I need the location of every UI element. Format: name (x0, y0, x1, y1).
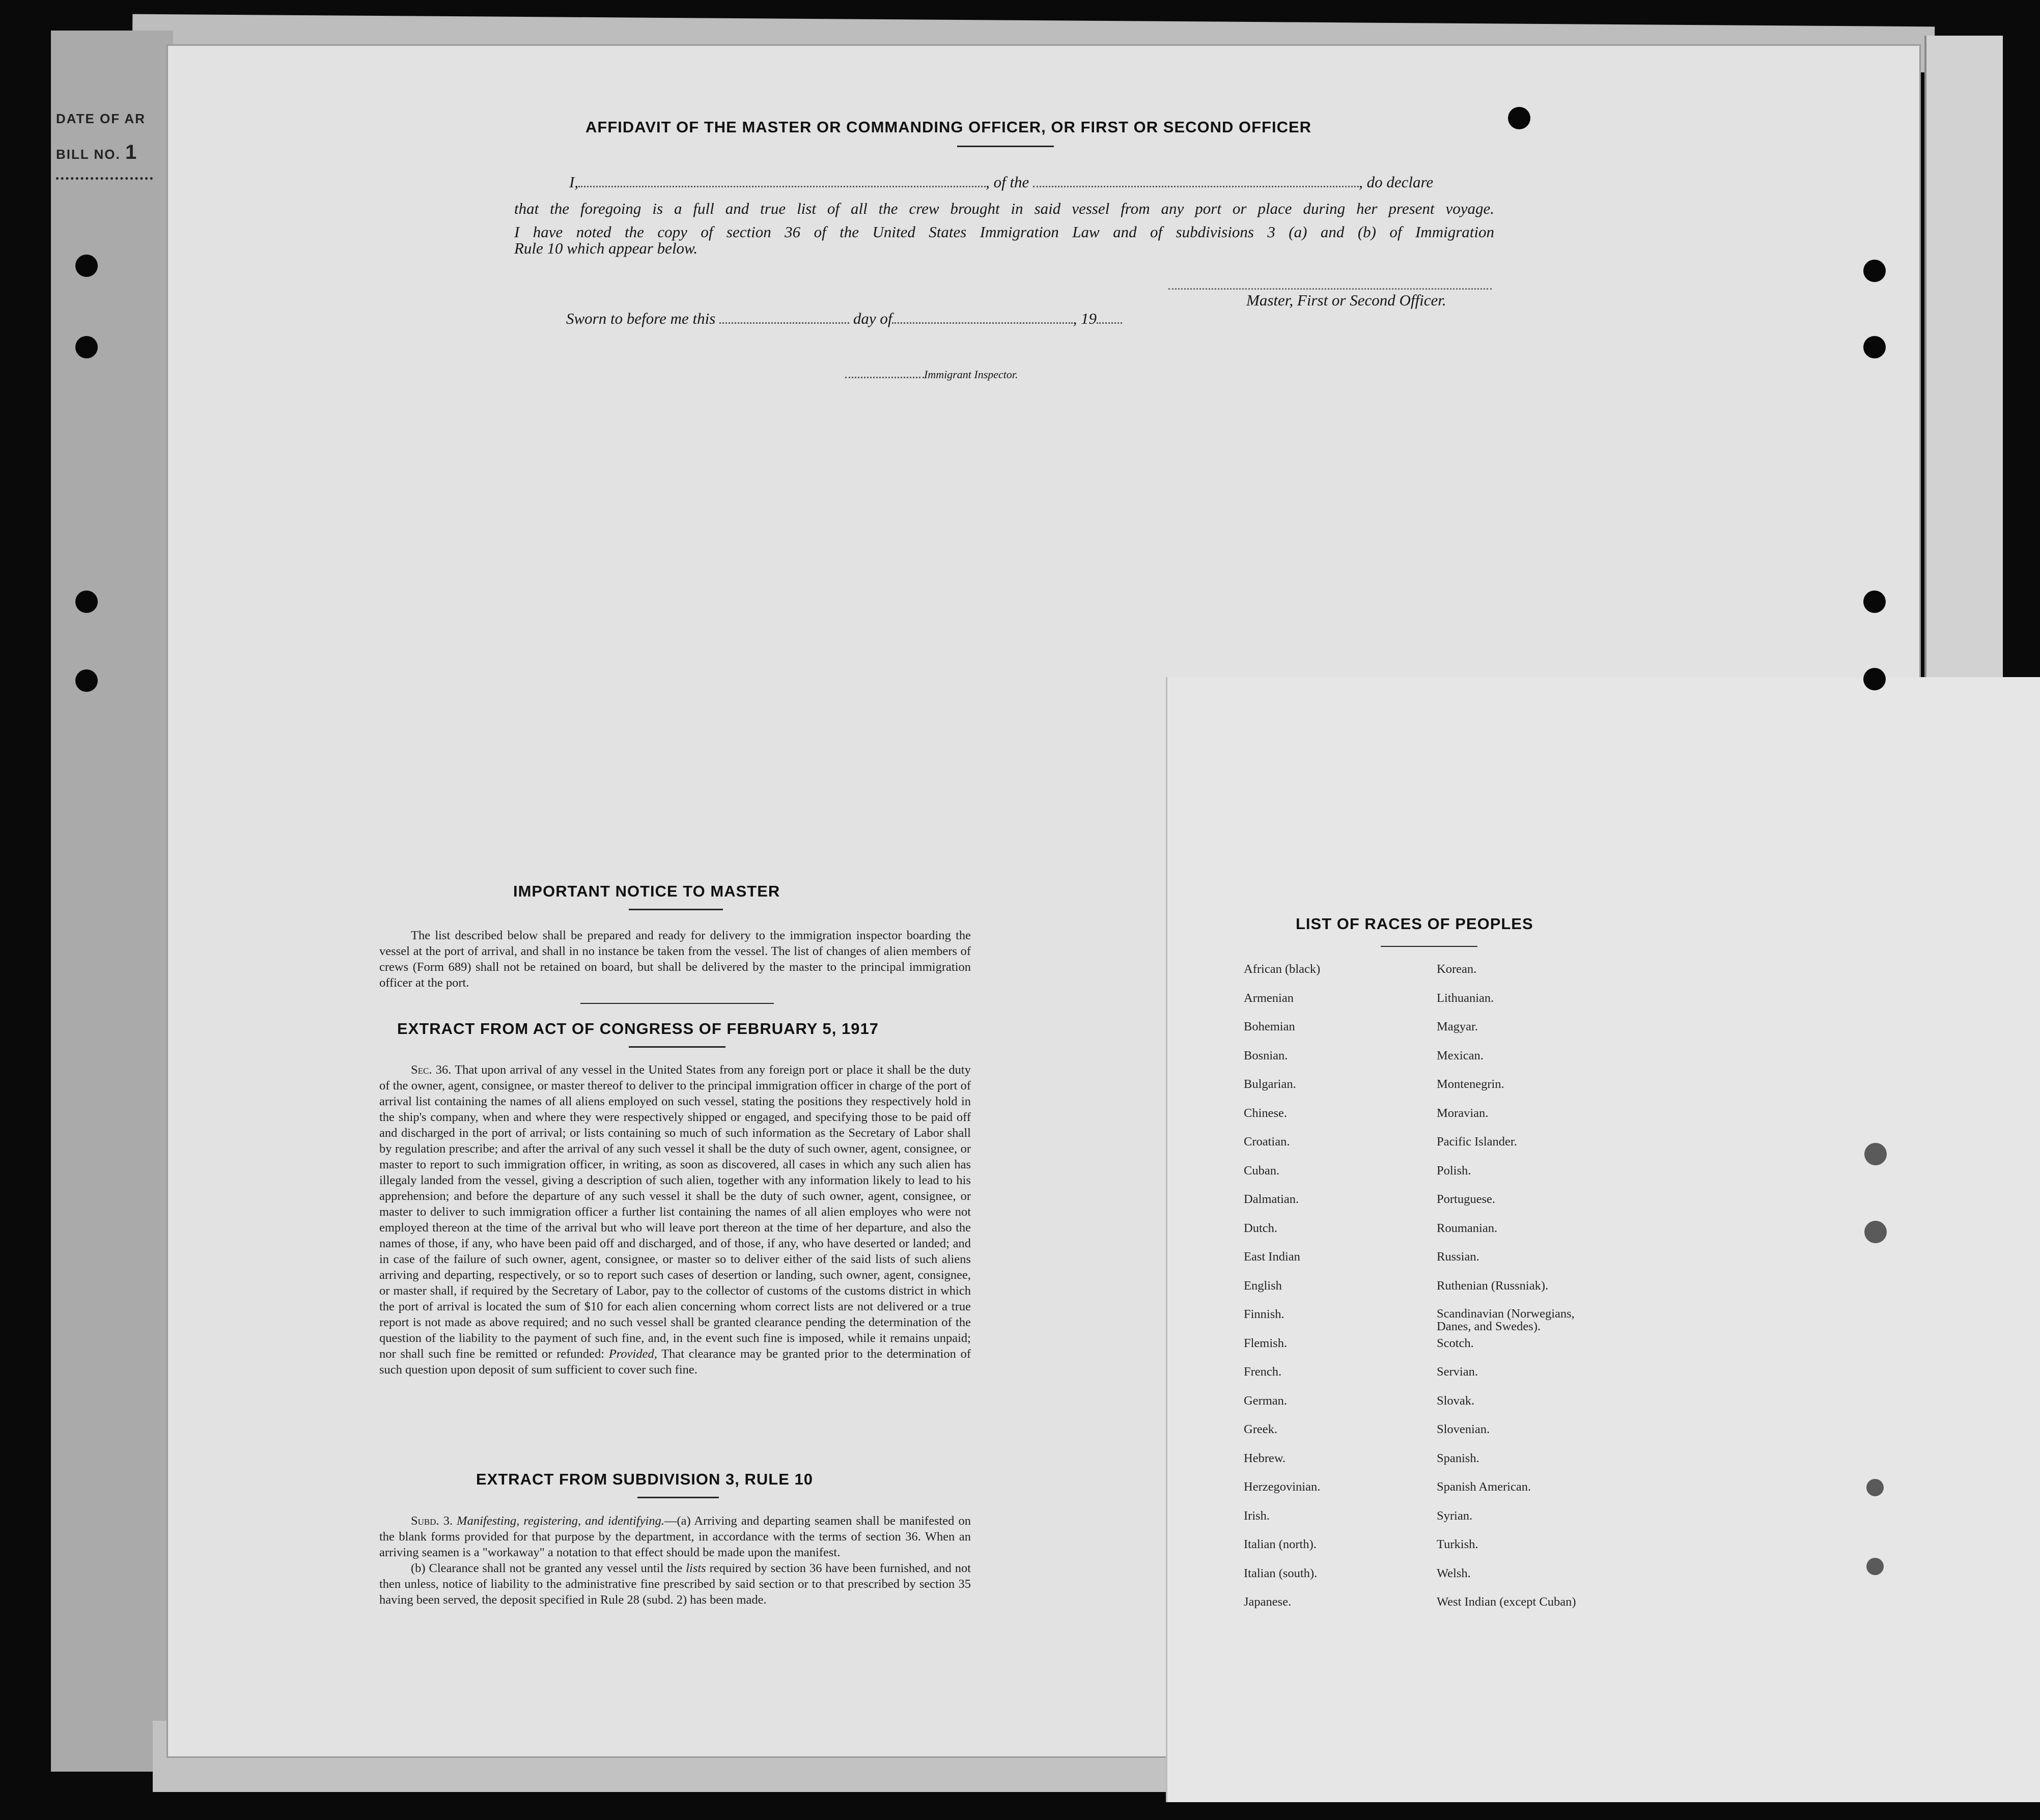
race-item: Flemish. (1244, 1336, 1288, 1350)
race-item: Syrian. (1437, 1508, 1473, 1523)
race-item: Russian. (1437, 1250, 1479, 1264)
notice-rule (580, 1003, 774, 1004)
race-item: Bohemian (1244, 1020, 1295, 1033)
act-title-rule (629, 1046, 725, 1048)
left-tab-label (56, 102, 173, 224)
binding-hole (1508, 107, 1530, 129)
name-blank (578, 186, 986, 187)
race-item: Dalmatian. (1244, 1192, 1299, 1206)
rule-title-rule (637, 1497, 719, 1498)
binding-hole (75, 336, 98, 358)
race-item: English (1244, 1278, 1282, 1293)
race-item: Croatian. (1244, 1135, 1290, 1149)
race-item: Japanese. (1244, 1595, 1292, 1609)
race-item: Bosnian. (1244, 1048, 1288, 1062)
races-title: LIST OF RACES OF PEOPLES (1296, 915, 1533, 933)
races-left-column (1244, 962, 1320, 1624)
affidavit-line-3: I have noted the copy of section 36 of the United States Immigration Law and of subdivisions 3 (a) and (b) of Immigration (514, 223, 1494, 241)
race-item: Irish. (1244, 1508, 1270, 1523)
manifest-page (168, 46, 1919, 1756)
notice-title-rule (629, 909, 723, 910)
race-item: East Indian (1244, 1250, 1300, 1264)
affidavit-title-rule (957, 146, 1054, 147)
affidavit-line-4: Rule 10 which appear below. (514, 239, 698, 257)
race-item: German. (1244, 1393, 1288, 1408)
race-item: Italian (north). (1244, 1537, 1317, 1551)
race-item: Bulgarian. (1244, 1077, 1296, 1091)
subdivision-text: Subd. 3. Manifesting, registering, and identifying.—(a) Arriving and departing seamen shall be manifested on the blank forms provided for that purpose by the department, in accordance with the terms of section 36. When an arriving seamen is a "workaway" a notation to that effect should be made upon the manifest. (b) Clearance shall not be granted any vessel until the lists required by section 36 have been furnished, and not then unless, notice of liability to the administrative fine prescribed by said section or to that prescribed by section 35 having been served, the deposit specified in Rule 28 (subd. 2) has been made. (379, 1514, 971, 1607)
binding-hole (1863, 591, 1886, 613)
binding-hole (1863, 260, 1886, 282)
race-item: Finnish. (1244, 1307, 1284, 1321)
race-item: Slovak. (1437, 1393, 1475, 1408)
race-item: Roumanian. (1437, 1221, 1498, 1235)
day-blank (719, 322, 849, 324)
race-item: Greek. (1244, 1422, 1277, 1436)
race-item: Portuguese. (1437, 1192, 1495, 1206)
binding-hole (1863, 336, 1886, 358)
affidavit-title: AFFIDAVIT OF THE MASTER OR COMMANDING OFFICER, OR FIRST OR SECOND OFFICER (585, 118, 1312, 136)
race-item: Cuban. (1244, 1163, 1280, 1178)
rule-title: EXTRACT FROM SUBDIVISION 3, RULE 10 (476, 1470, 813, 1488)
binding-hole (1866, 1479, 1884, 1496)
binding-hole (1864, 1221, 1887, 1243)
binding-hole (75, 591, 98, 613)
race-item: Mexican. (1437, 1048, 1484, 1062)
sworn-line: Sworn to before me this day of , 19 (566, 310, 1122, 328)
year-blank (1097, 322, 1122, 324)
notice-title: IMPORTANT NOTICE TO MASTER (513, 882, 780, 900)
inspector-line: Immigrant Inspector. (845, 368, 1018, 381)
race-item: Moravian. (1437, 1106, 1489, 1120)
section-36-text: Sec. 36. That upon arrival of any vessel in the United States from any foreign port or place it shall be the duty of the owner, agent, consignee, or master thereof to deliver to the principal immigration officer in charge of the port of arrival list containing the names of all aliens employed on such vessel, stating the positions they respectively hold in the ship's company, when and where they were respectively shipped or engaged, and specifying those to be paid off and discharged in the port of arrival; or lists containing so much of such information as the Secretary of Labor shall by regulation prescribe; and after the arrival of any such vessel it shall be the duty of such owner, agent, consignee, or master to report to such immigration officer, in writing, as soon as discovered, all cases in which any such alien has illegaly landed from the vessel, giving a description of such alien, together with any information likely to lead to his apprehension; and before the departure of any such vessel it shall be the duty of such owner, agent, consignee, or master to deliver to such immigration officer a further list containing the names of all alien employes who were not employed thereon at the time of the arrival but who will leave port thereon at the time of her departure, and also the names of those, if any, who have been paid off and discharged, and of those, if any, who have deserted or landed; and in case of the failure of such owner, agent, consignee, or master so to deliver either of the said lists of such aliens arriving and departing, respectively, or so to report such cases of desertion or landing, such owner, agent, consignee, or master shall, if required by the Secretary of Labor, pay to the collector of customs of the customs district in which the port of arrival is located the sum of $10 for each alien concerning whom correct lists are not delivered or a true report is not made as above required; and no such vessel shall be granted clearance pending the determination of the question of the liability to the payment of such fine, and, in the event such fine is imposed, while it remains unpaid; nor shall such fine be remitted or refunded: Provided, That clearance may be granted prior to the determination of such question upon deposit of sum sufficient to cover such fine. (379, 1063, 971, 1377)
race-item: Italian (south). (1244, 1566, 1318, 1580)
month-blank (892, 322, 1073, 324)
binding-hole (75, 669, 98, 692)
races-right-column (1437, 962, 1589, 1624)
race-item: Chinese. (1244, 1106, 1288, 1120)
race-item: Armenian (1244, 991, 1294, 1005)
race-item: Ruthenian (Russniak). (1437, 1278, 1549, 1293)
race-item: African (black) (1244, 962, 1321, 976)
left-tab-bill: BILL NO. 1 (56, 141, 138, 163)
race-item: Slovenian. (1437, 1422, 1490, 1436)
race-item: Spanish American. (1437, 1480, 1531, 1494)
race-item: Dutch. (1244, 1221, 1277, 1235)
race-item: West Indian (except Cuban) (1437, 1595, 1576, 1609)
race-item: Magyar. (1437, 1020, 1478, 1033)
master-label: Master, First or Second Officer. (1246, 291, 1446, 309)
race-item: Montenegrin. (1437, 1077, 1504, 1091)
race-item: French. (1244, 1365, 1282, 1379)
race-item: Scotch. (1437, 1336, 1474, 1350)
master-signature-line (1168, 288, 1492, 290)
race-item: Polish. (1437, 1163, 1471, 1178)
race-item: Korean. (1437, 962, 1477, 976)
vessel-blank (1033, 186, 1359, 187)
race-item: Turkish. (1437, 1537, 1478, 1551)
act-title: EXTRACT FROM ACT OF CONGRESS OF FEBRUARY 5, 1917 (397, 1020, 879, 1038)
binding-hole (1866, 1558, 1884, 1575)
left-tab-dotted-line (56, 177, 153, 180)
binding-hole (75, 255, 98, 277)
races-title-rule (1381, 946, 1477, 947)
race-item: Herzegovinian. (1244, 1480, 1321, 1494)
binding-hole (1863, 668, 1886, 690)
affidavit-line-2: that the foregoing is a full and true list of all the crew brought in said vessel from any port or place during her present voyage. (514, 200, 1494, 217)
underlying-sheet-left (51, 31, 173, 1772)
race-item: Scandinavian (Norwegians, Danes, and Swedes). (1437, 1307, 1575, 1333)
affidavit-line-1: I, , of the , do declare (569, 173, 1434, 191)
section-label: Sec. 36. (411, 1063, 452, 1077)
inspector-blank (845, 377, 924, 378)
left-tab-date: DATE OF AR (56, 111, 146, 126)
race-item: Lithuanian. (1437, 991, 1494, 1005)
notice-text: The list described below shall be prepared and ready for delivery to the immigration inspector boarding the vessel at the port of arrival, and shall in no instance be taken from the vessel. The list of changes of alien members of crews (Form 689) shall not be retained on board, but shall be delivered by the master to the principal immigration officer at the port. (379, 929, 971, 990)
race-item: Spanish. (1437, 1451, 1479, 1465)
race-item: Servian. (1437, 1365, 1478, 1379)
binding-hole (1864, 1143, 1887, 1165)
race-item: Hebrew. (1244, 1451, 1286, 1465)
race-item: Welsh. (1437, 1566, 1471, 1580)
race-item: Pacific Islander. (1437, 1135, 1517, 1149)
